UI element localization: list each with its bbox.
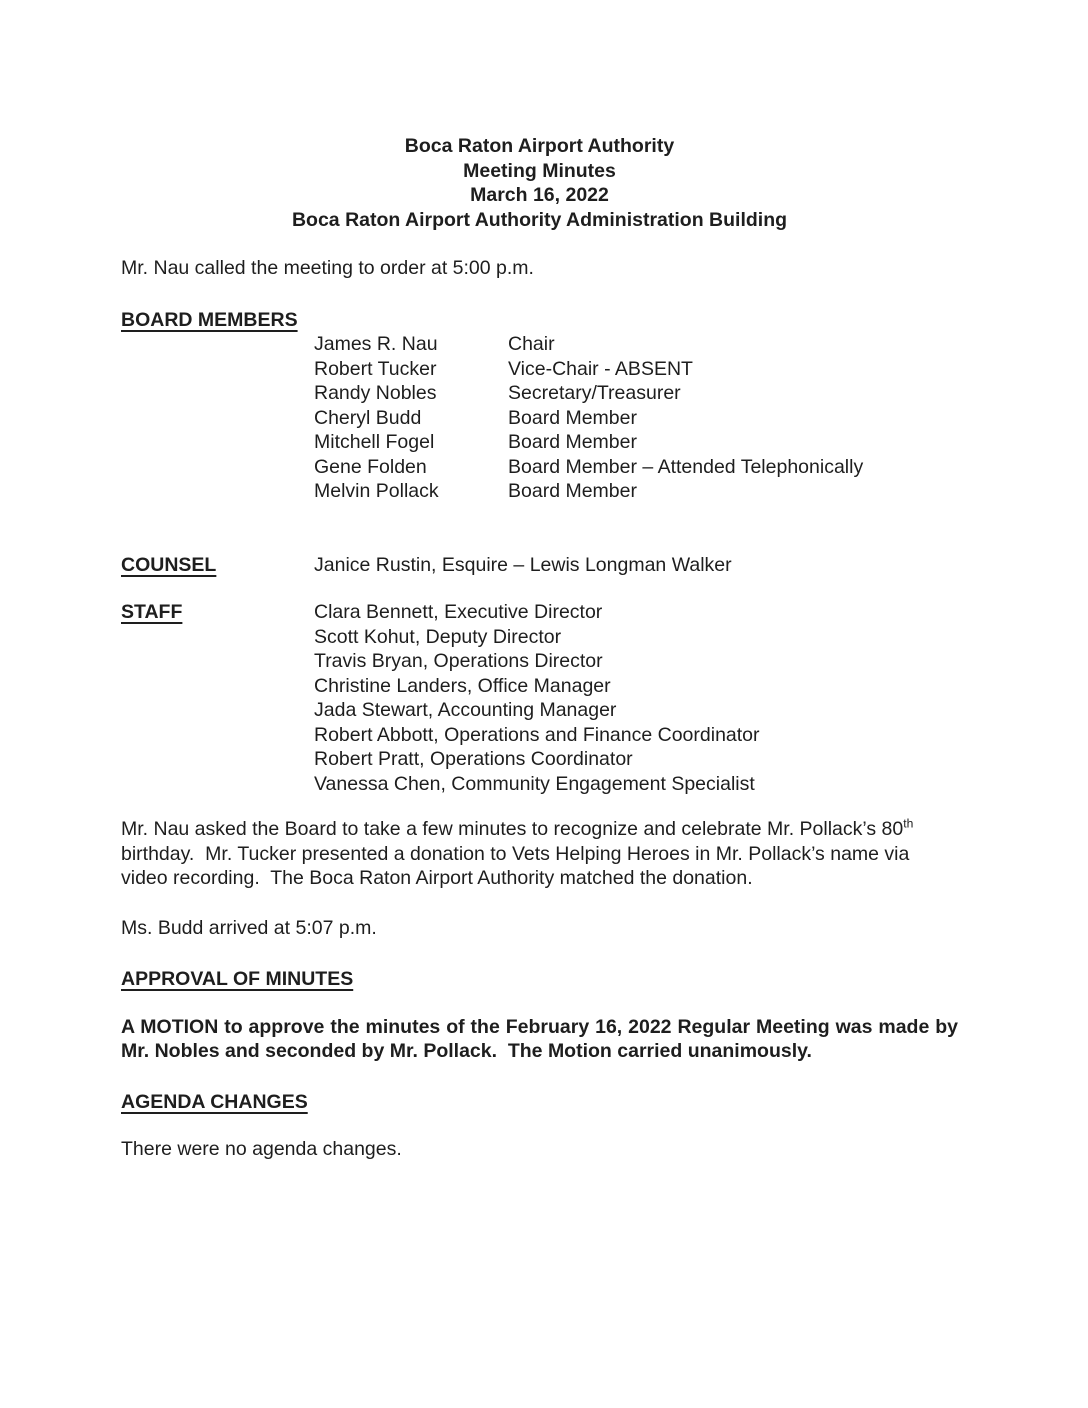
budd-arrival-note: Ms. Budd arrived at 5:07 p.m. bbox=[121, 916, 377, 939]
board-member-row bbox=[121, 406, 958, 431]
member-name: Cheryl Budd bbox=[314, 406, 422, 429]
title-line-date: March 16, 2022 bbox=[470, 184, 609, 206]
member-role: Board Member bbox=[508, 406, 637, 429]
member-name: Mitchell Fogel bbox=[314, 431, 435, 453]
member-name: Randy Nobles bbox=[314, 382, 437, 404]
board-member-row bbox=[121, 455, 958, 480]
counsel-section bbox=[121, 553, 958, 578]
member-role: Board Member bbox=[508, 480, 637, 502]
board-member-row bbox=[121, 357, 958, 382]
member-role: Vice-Chair - ABSENT bbox=[508, 357, 693, 380]
title-line-authority: Boca Raton Airport Authority bbox=[404, 135, 675, 157]
member-name: James R. Nau bbox=[314, 333, 438, 355]
board-member-row bbox=[121, 479, 958, 504]
agenda-changes-text: There were no agenda changes. bbox=[121, 1138, 402, 1160]
board-member-row bbox=[121, 332, 958, 357]
staff-member: Christine Landers, Office Manager bbox=[314, 674, 611, 697]
staff-member: Clara Bennett, Executive Director bbox=[314, 601, 603, 623]
board-members-section bbox=[121, 308, 958, 504]
agenda-changes-heading: AGENDA CHANGES bbox=[121, 1090, 308, 1113]
member-role: Chair bbox=[508, 333, 555, 355]
document-title-block bbox=[121, 134, 958, 232]
birthday-paragraph-part2: birthday. Mr. Tucker presented a donation to Vets Helping Heroes in Mr. Pollack’s name via video recording. The Boca Raton Airport Authority matched the donation. bbox=[121, 818, 919, 889]
staff-member: Vanessa Chen, Community Engagement Specialist bbox=[314, 772, 755, 795]
approval-of-minutes-heading: APPROVAL OF MINUTES bbox=[121, 968, 354, 990]
title-line-meeting-minutes: Meeting Minutes bbox=[463, 159, 616, 182]
counsel-value: Janice Rustin, Esquire – Lewis Longman Walker bbox=[314, 553, 732, 576]
staff-heading: STAFF bbox=[121, 601, 183, 623]
member-role: Board Member – Attended Telephonically bbox=[508, 455, 864, 478]
staff-member: Robert Pratt, Operations Coordinator bbox=[314, 748, 633, 770]
call-to-order-line: Mr. Nau called the meeting to order at 5:00 p.m. bbox=[121, 257, 534, 279]
staff-list bbox=[314, 600, 958, 796]
board-member-row bbox=[121, 381, 958, 406]
staff-member: Jada Stewart, Accounting Manager bbox=[314, 699, 617, 721]
member-name: Robert Tucker bbox=[314, 357, 437, 380]
board-members-heading: BOARD MEMBERS bbox=[121, 308, 298, 331]
member-role: Board Member bbox=[508, 431, 637, 453]
board-member-row bbox=[121, 430, 958, 455]
staff-member: Travis Bryan, Operations Director bbox=[314, 650, 603, 672]
staff-section bbox=[121, 600, 958, 796]
member-name: Melvin Pollack bbox=[314, 480, 439, 502]
motion-paragraph: A MOTION to approve the minutes of the February 16, 2022 Regular Meeting was made by Mr. Nobles and seconded by Mr. Pollack. The Motion carried unanimously. bbox=[121, 1015, 964, 1062]
member-role: Secretary/Treasurer bbox=[508, 382, 681, 404]
birthday-paragraph bbox=[121, 817, 958, 891]
counsel-heading: COUNSEL bbox=[121, 553, 217, 576]
staff-member: Robert Abbott, Operations and Finance Coordinator bbox=[314, 723, 760, 746]
staff-member: Scott Kohut, Deputy Director bbox=[314, 625, 562, 648]
title-line-location: Boca Raton Airport Authority Administration Building bbox=[291, 208, 788, 231]
ordinal-superscript: th bbox=[903, 816, 914, 831]
birthday-paragraph-part1: Mr. Nau asked the Board to take a few minutes to recognize and celebrate Mr. Pollack’s 80 bbox=[121, 818, 904, 840]
member-name: Gene Folden bbox=[314, 455, 427, 478]
